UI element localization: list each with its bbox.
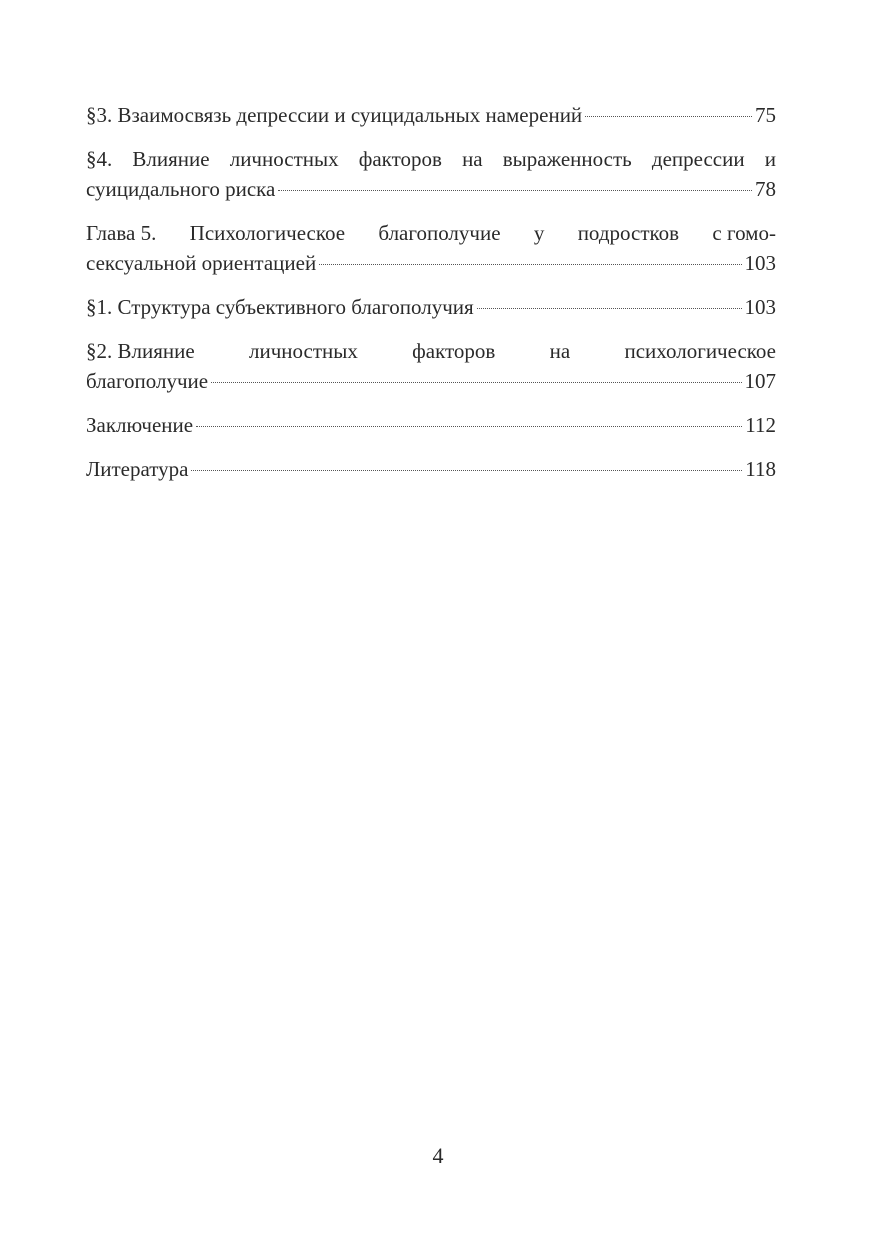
dot-leader [211,382,741,383]
toc-entry-last-line [86,454,776,484]
toc-entry-last-line [86,366,776,396]
toc-word: подростков [577,221,680,245]
toc-entry-last-line [86,410,776,440]
toc-word: Глава 5. [86,221,157,245]
toc-word: личностных [248,339,358,363]
toc-entry [86,336,776,396]
toc-word: личностных [229,147,339,171]
toc-entry-title: Заключение [86,413,194,437]
toc-word: Психологическое [189,221,346,245]
toc-entry-page: 103 [744,251,776,275]
table-of-contents [86,100,776,498]
toc-word: на [549,339,571,363]
page-number: 4 [432,1143,444,1168]
dot-leader [278,190,752,191]
toc-entry-last-line [86,174,776,204]
toc-entry-justified-line [86,218,776,248]
toc-word: §2. Влияние [86,339,195,363]
toc-entry-title: §3. Взаимосвязь депрессии и суицидальных намерений [86,103,583,127]
toc-entry-title: сексуальной ориентацией [86,251,317,275]
toc-entry-page: 103 [744,295,776,319]
toc-entry [86,144,776,204]
dot-leader [191,470,742,471]
toc-word: благополучие [378,221,501,245]
toc-entry-justified-line [86,336,776,366]
toc-entry-last-line [86,292,776,322]
toc-entry [86,410,776,440]
dot-leader [319,264,741,265]
toc-entry [86,454,776,484]
toc-entry-last-line [86,100,776,130]
toc-word: у [533,221,545,245]
toc-entry-page: 112 [745,413,776,437]
toc-entry-page: 118 [745,457,776,481]
toc-entry [86,292,776,322]
dot-leader [585,116,752,117]
toc-entry-page: 78 [755,177,776,201]
toc-word: §4. [86,147,113,171]
toc-word: выраженность [502,147,632,171]
toc-word: факторов [412,339,496,363]
toc-entry-title: §1. Структура субъективного благополучия [86,295,474,319]
toc-entry-title: благополучие [86,369,209,393]
dot-leader [477,308,742,309]
toc-entry [86,218,776,278]
toc-entry-justified-line [86,144,776,174]
toc-entry-page: 75 [755,103,776,127]
toc-word: факторов [358,147,442,171]
toc-entry [86,100,776,130]
toc-word: на [462,147,483,171]
toc-word: Влияние [132,147,210,171]
toc-word: депрессии [651,147,745,171]
toc-entry-last-line [86,248,776,278]
toc-word: и [764,147,776,171]
toc-word: психологическое [624,339,776,363]
toc-entry-title: суицидального риска [86,177,276,201]
toc-entry-page: 107 [744,369,776,393]
dot-leader [196,426,742,427]
toc-entry-title: Литература [86,457,189,481]
toc-word: с гомо- [712,221,776,245]
